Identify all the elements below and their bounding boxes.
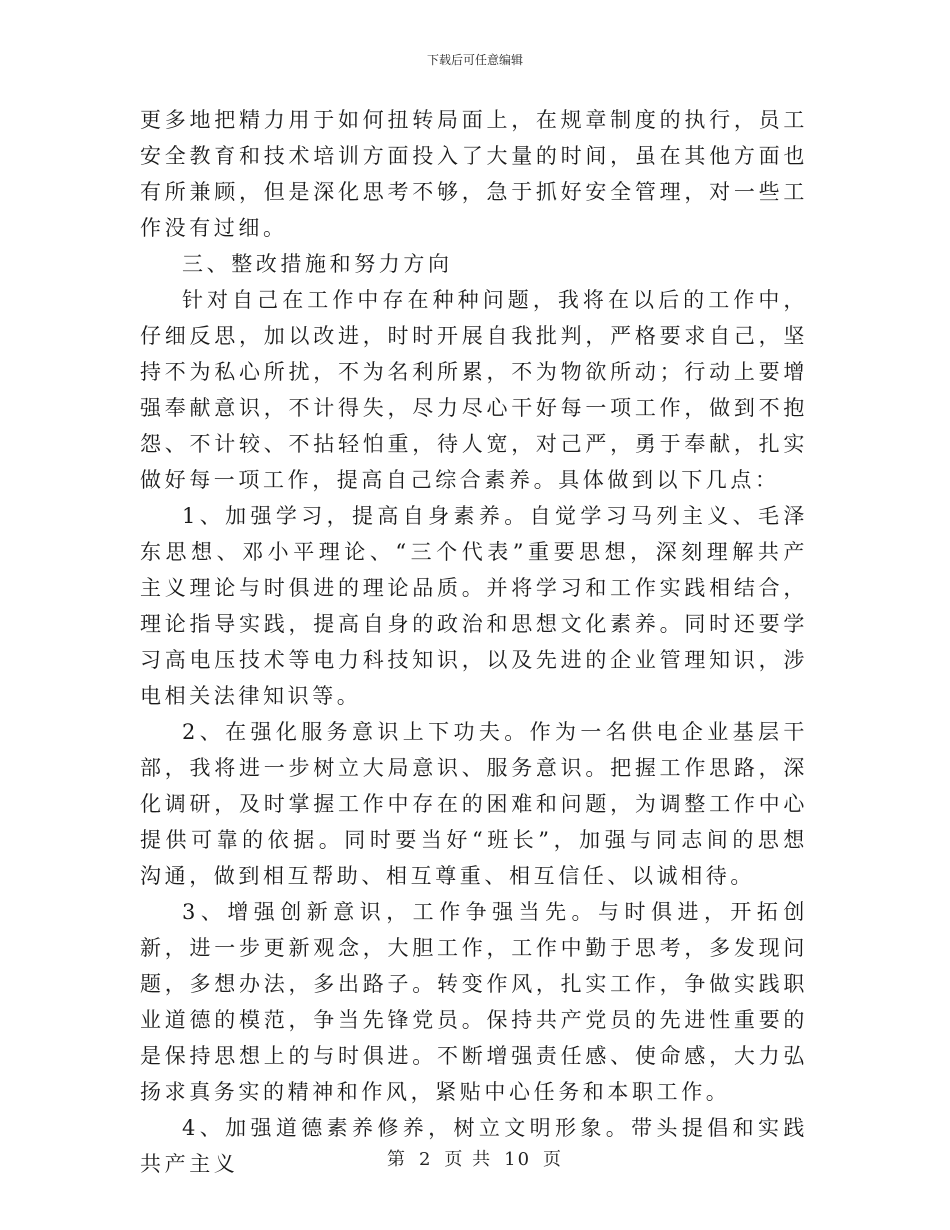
paragraph-item-3: 3、增强创新意识，工作争强当先。与时俱进，开拓创新，进一步更新观念，大胆工作，工作中勤于思考，多发现问题，多想办法，多出路子。转变作风，扎实工作，争做实践职业道德的模范，争当先锋党员。保持共产党员的先进性重要的是保持思想上的与时俱进。不断增强责任感、使命感，大力弘扬求真务实的精神和作风，紧贴中心任务和本职工作。 xyxy=(140,900,808,1104)
paragraph-item-1: 1、加强学习，提高自身素养。自觉学习马列主义、毛泽东思想、邓小平理论、“三个代表”重要思想，深刻理解共产主义理论与时俱进的理论品质。并将学习和工作实践相结合，理论指导实践，提高自身的政治和思想文化素养。同时还要学习高电压技术等电力科技知识，以及先进的企业管理知识，涉电相关法律知识等。 xyxy=(140,504,808,708)
page-number: 2 xyxy=(418,1149,433,1170)
paragraph-item-2: 2、在强化服务意识上下功夫。作为一名供电企业基层干部，我将进一步树立大局意识、服务意识。把握工作思路，深化调研，及时掌握工作中存在的困难和问题，为调整工作中心提供可靠的依据。同时要当好“班长”，加强与同志间的思想沟通，做到相互帮助、相互尊重、相互信任、以诚相待。 xyxy=(140,720,808,888)
footer-prefix: 第 xyxy=(386,1149,407,1170)
page-footer xyxy=(0,1148,950,1172)
total-pages: 10 xyxy=(504,1149,532,1170)
paragraph-intro: 针对自己在工作中存在种种问题，我将在以后的工作中，仔细反思，加以改进，时时开展自我批判，严格要求自己，坚持不为私心所扰，不为名利所累，不为物欲所动；行动上要增强奉献意识，不计得失，尽力尽心干好每一项工作，做到不抱怨、不计较、不拈轻怕重，待人宽，对己严，勇于奉献，扎实做好每一项工作，提高自己综合素养。具体做到以下几点： xyxy=(140,288,808,492)
footer-suffix: 页 xyxy=(543,1149,564,1170)
paragraph-item-4: 4、加强道德素养修养，树立文明形象。带头提倡和实践共产主义 xyxy=(140,1116,808,1176)
footer-middle: 页 共 xyxy=(444,1149,493,1170)
document-body xyxy=(140,102,808,1182)
page-header: 下载后可任意编辑 xyxy=(426,53,523,67)
paragraph-continuation: 更多地把精力用于如何扭转局面上，在规章制度的执行，员工安全教育和技术培训方面投入了大量的时间，虽在其他方面也有所兼顾，但是深化思考不够，急于抓好安全管理，对一些工作没有过细。 xyxy=(140,108,808,240)
section-heading: 三、整改措施和努力方向 xyxy=(182,252,453,276)
